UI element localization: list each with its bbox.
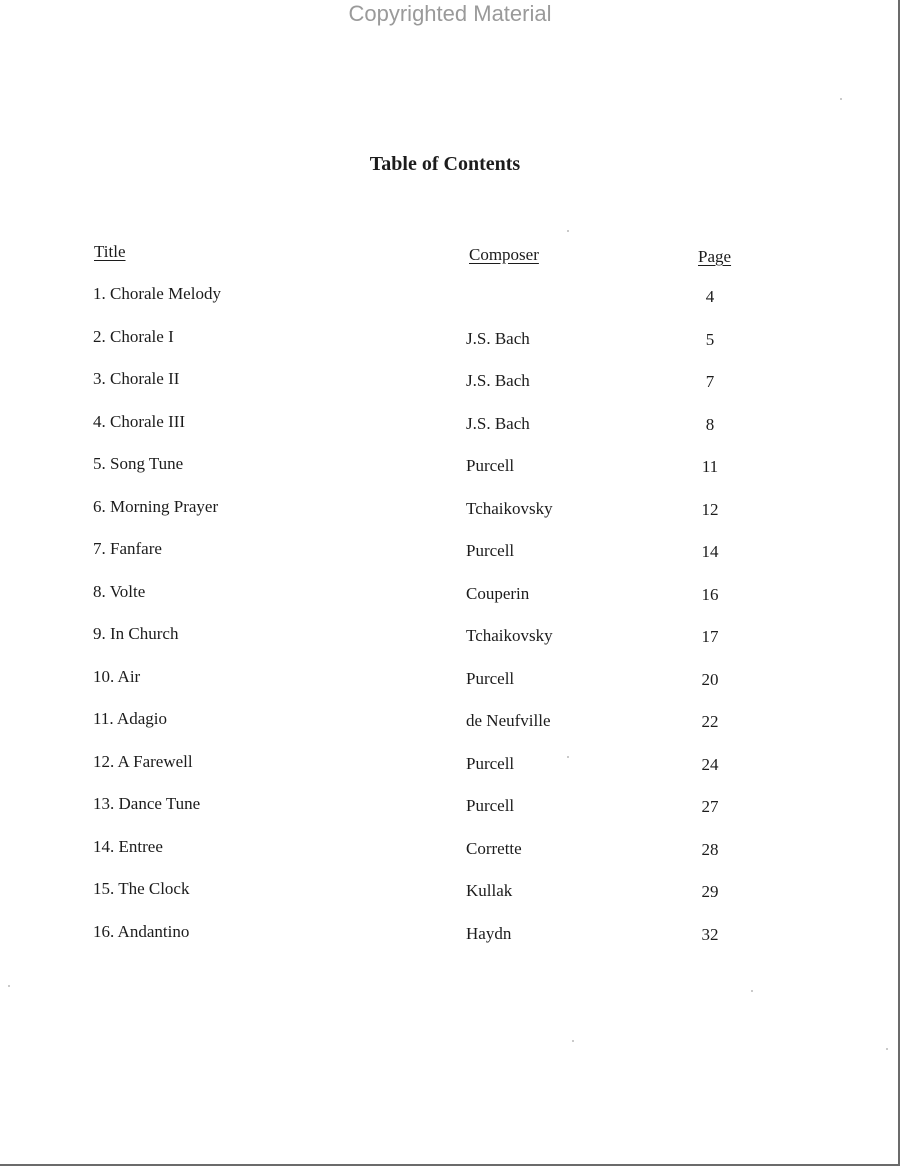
toc-entry-page: 28 [701, 840, 719, 859]
toc-entry-page: 14 [701, 542, 719, 561]
toc-row [0, 327, 900, 357]
toc-row [0, 369, 900, 399]
toc-entry-page: 7 [705, 372, 715, 391]
toc-entry-title: 13. Dance Tune [93, 794, 201, 813]
toc-row [0, 667, 900, 697]
toc-entry-composer: Tchaikovsky [466, 626, 553, 645]
toc-entry-page: 22 [701, 712, 719, 731]
copyright-watermark: Copyrighted Material [348, 1, 552, 26]
toc-entry-title: 2. Chorale I [93, 327, 174, 346]
scan-speck [8, 985, 10, 987]
toc-row [0, 497, 900, 527]
toc-entry-composer: Kullak [466, 881, 513, 900]
toc-entry-page: 16 [701, 585, 719, 604]
toc-entry-composer: Couperin [466, 584, 530, 603]
toc-row [0, 837, 900, 867]
toc-entry-composer: Purcell [466, 456, 515, 475]
toc-entry-title: 9. In Church [93, 624, 179, 643]
toc-row [0, 412, 900, 442]
toc-row [0, 794, 900, 824]
toc-row [0, 624, 900, 654]
toc-entry-title: 3. Chorale II [93, 369, 180, 388]
scan-speck [751, 990, 753, 992]
toc-entry-page: 5 [705, 330, 715, 349]
scan-speck [886, 1048, 888, 1050]
toc-row [0, 922, 900, 952]
toc-entry-page: 29 [701, 882, 719, 901]
toc-entry-title: 12. A Farewell [93, 752, 193, 771]
page-title: Table of Contents [369, 153, 521, 175]
toc-entry-page: 8 [705, 415, 715, 434]
toc-entry-page: 27 [701, 797, 719, 816]
toc-row [0, 539, 900, 569]
toc-row [0, 284, 900, 314]
toc-entry-title: 14. Entree [93, 837, 163, 856]
scan-speck [572, 1040, 574, 1042]
toc-entry-title: 6. Morning Prayer [93, 497, 219, 516]
toc-entry-title: 15. The Clock [93, 879, 190, 898]
toc-entry-composer: J.S. Bach [466, 371, 530, 390]
toc-entry-title: 5. Song Tune [93, 454, 184, 473]
scan-speck [567, 756, 569, 758]
toc-entry-composer: de Neufville [466, 711, 551, 730]
toc-entry-page: 17 [701, 627, 719, 646]
toc-entry-title: 16. Andantino [93, 922, 190, 941]
toc-entry-title: 11. Adagio [93, 709, 167, 728]
toc-entry-composer: Purcell [466, 796, 515, 815]
toc-entry-composer: Purcell [466, 754, 515, 773]
toc-entry-page: 20 [701, 670, 719, 689]
toc-entry-composer: J.S. Bach [466, 414, 530, 433]
column-header-title: Title [94, 242, 126, 261]
toc-entry-composer: Tchaikovsky [466, 499, 553, 518]
toc-row [0, 454, 900, 484]
toc-entry-composer: J.S. Bach [466, 329, 530, 348]
toc-entry-page: 11 [701, 457, 719, 476]
toc-entry-page: 4 [705, 287, 715, 306]
scan-speck [567, 230, 569, 232]
toc-entry-composer: Purcell [466, 669, 515, 688]
column-header-page: Page [698, 247, 732, 266]
toc-row [0, 709, 900, 739]
toc-entry-page: 24 [701, 755, 719, 774]
toc-entry-title: 4. Chorale III [93, 412, 186, 431]
toc-row [0, 879, 900, 909]
toc-entry-title: 7. Fanfare [93, 539, 162, 558]
toc-row [0, 582, 900, 612]
scan-speck [840, 98, 842, 100]
toc-entry-composer: Purcell [466, 541, 515, 560]
toc-entry-title: 8. Volte [93, 582, 146, 601]
toc-entry-title: 10. Air [93, 667, 141, 686]
column-header-composer: Composer [469, 245, 539, 264]
toc-row [0, 752, 900, 782]
toc-entry-page: 32 [701, 925, 719, 944]
toc-entry-title: 1. Chorale Melody [93, 284, 221, 303]
toc-entry-composer: Corrette [466, 839, 522, 858]
toc-entry-page: 12 [701, 500, 719, 519]
toc-entry-composer: Haydn [466, 924, 512, 943]
